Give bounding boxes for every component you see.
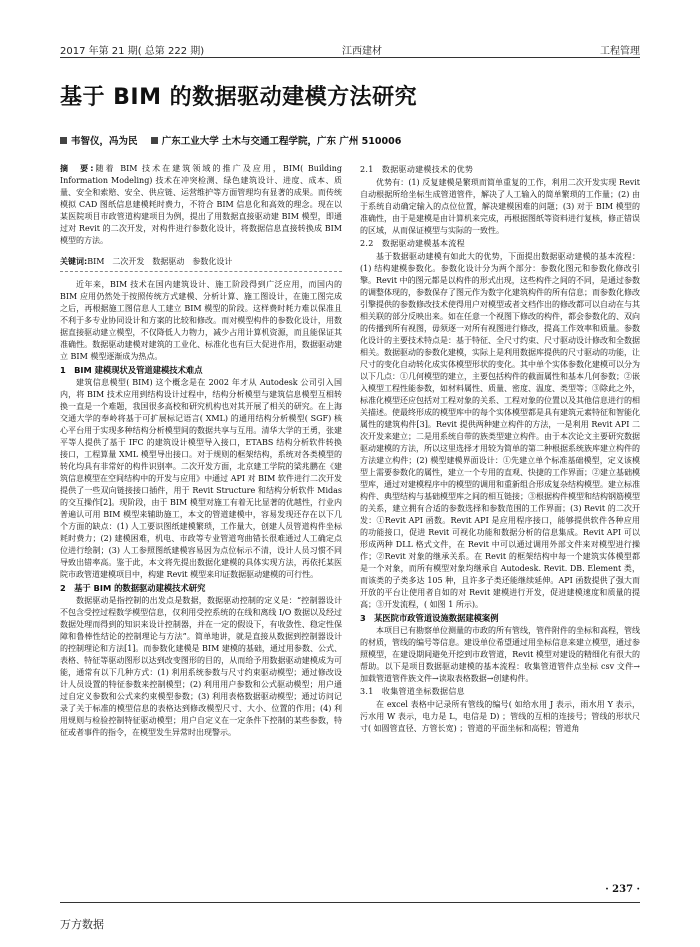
section-1-heading: 1 BIM 建模现状及管道建模技术难点	[60, 365, 203, 375]
section-3-1-heading: 3.1 收集管道坐标数据信息	[360, 687, 465, 696]
abstract-block	[60, 163, 342, 271]
issue-label: 2017 年第 21 期( 总第 222 期)	[60, 46, 205, 57]
author-line	[60, 133, 640, 147]
right-column	[360, 163, 640, 875]
keywords-label: 关键词:	[60, 257, 88, 266]
header-rule	[60, 57, 640, 58]
section-3-1-paragraph: 在 excel 表格中记录所有管线的编号( 如给水用 J 表示，雨水用 Y 表示，污水用 W 表示，电力是 L，电信是 D) ；管线的互相的连接号；管线的形状尺寸( 如圆管直径、方管长宽) ；管道的平面坐标和高程；管道角	[360, 700, 640, 733]
footer-logo: 万方数据	[60, 918, 104, 931]
page-number: · 237 ·	[605, 884, 640, 895]
affiliation: 广东工业大学 土木与交通工程学院，广东 广州 510006	[161, 136, 402, 147]
paper-title: 基于 BIM 的数据驱动建模方法研究	[60, 85, 418, 110]
abstract-divider	[60, 271, 342, 272]
journal-name: 江西建材	[342, 46, 382, 57]
keywords-block	[60, 256, 342, 270]
footer-rule	[60, 902, 640, 903]
section-2-paragraph: 数据驱动是指控制的出发点是数据，数据驱动控制的定义是：“控制器设计不包含受控过程数学模型信息，仅利用受控系统的在线和离线 I/O 数据以及经过数据处理而得到的知识来设计控制器，并在一定的假设下，有收敛性、稳定性保障和鲁棒性结论的控制理论与方法”。简单地讲，就是直接从数据到控制器设计的控制理论和方法[1]。而参数化建模是 BIM 建模的基础，通过用参数、公式、表格、特征等驱动图形以达到改变图形的目的，从而给予用数据驱动建模成为可能，通常有以下几种方式：(1) 利用系统参数与尺寸约束驱动模型；通过修改设计人员设置的特征参数来控制模型；(2) 利用用户参数和公式驱动模型；用户通过自定义参数和公式来约束模型参数；(3) 利用表格数据驱动模型；通过访问记录了关于标准的模型信息的表格达到修改模型尺寸、大小、位置的作用；(4) 利用规则与检验控制特征驱动模型；用户自定义在一定条件下控制的某些参数，特征或者事件的指令，在模型发生异常时出现警示。	[60, 596, 342, 737]
section-3-heading: 3 某医院市政管道设施数据建模案例	[360, 613, 499, 623]
section-2-1-paragraph: 优势有：(1) 反复建模是繁琐而简单重复的工作，利用二次开发实现 Revit 自动根据所给坐标生成管道管件，解决了人工输入的简单繁琐的工作量；(2) 由于系统自动确定输入的点位位置，解决建模困难的问题；(3) 对于 BIM 模型的准确性，由于是建模是由计算机来完成，再根据图纸等资料进行复核，修正错误的区域，从而保证模型与实际的一致性。	[360, 178, 640, 235]
section-2-1-heading: 2.1 数据驱动建模技术的优势	[360, 165, 474, 174]
square-bullet-icon	[151, 137, 158, 144]
section-2-heading: 2 基于 BIM 的数据驱动建模技术研究	[60, 583, 206, 593]
section-1-paragraph: 建筑信息模型( BIM) 这个概念是在 2002 年才从 Autodesk 公司引入国内，将 BIM 技术应用到结构设计过程中，结构分析模型与建筑信息模型互相转换一直是一个难题，我国很多高校和研究机构也对其开展了相关的研究。在上海交通大学的奉岭将基于可扩展标记语言( XML) 的通用结构分析模型( SGF) 核心平台用于实现多种结构分析模型间的数据共享与互用。清华大学的王勇，张建平等人提供了基于 IFC 的建筑设计模型导入接口，ETABS 结构分析软件转换接口，工程算量 XML 模型导出接口。对于规则的框架结构，系统对各类模型的转化均具有非常好的构件识别率。二次开发方面，北京建工学院的梁兆鹏在《建筑信息模型在空间结构中的开发与应用》中通过 API 对 BIM 软件进行二次开发提供了一些双向链接接口插件，用于 Revit Structure 和结构分析软件 Midas 的交互操作[2]。现阶段，由于 BIM 模型对施工有着无比显著的优越性，行业内普遍认可用 BIM 模型来辅助施工，本文的管道建模中，容易发现还存在以下几个方面的缺点：(1) 人工要识图纸建模繁琐，工作量大，创建人员管道构件坐标耗时费力；(2) 建模困难，机电、市政等专业管道弯曲错长很难通过人工确定点位进行绘制；(3) 人工参照图纸建模容易因为点位标示不清，设计人员习惯不同导致出错率高。鉴于此，本文将先提出数据化建模的具体实现方法，再依托某医院市政管道建模项目中，构建 Revit 模型来印证数据驱动建模的可行性。	[60, 378, 342, 579]
square-bullet-icon	[60, 137, 67, 144]
abstract-text: 随着 BIM 技术在建筑领域的推广及应用，BIM( Building Information Modeling) 技术在冲突检测、绿色建筑设计、进度、成本、质量、安全和索赔、安全、供应链、运营维护等方面管理均有显著的成果。而传统模拟 CAD 图纸信息建模耗时费力，不符合 BIM 信息化和高效的理念。现在以某医院项目市政管道构建项目为例，提出了用数据直接驱动建 BIM 模型，即通过对 Revit 的二次开发，对构件进行参数化设计，将数据信息直接转换成 BIM 模型的方法。	[60, 164, 342, 245]
authors: 韦智仪，冯为民	[71, 136, 138, 147]
intro-paragraph: 近年来，BIM 技术在国内建筑设计、施工阶段得到广泛应用，而国内的 BIM 应用仍然处于按照传统方式建模、分析计算、施工图设计，在施工图完成之后，再根据施工图信息人工建立 BIM 模型的阶段。这样费时耗力难以保准且不利于多专业协同设计和方案的比较和修改。而对模型构件的参数化设计，用数据直接驱动建立模型，不仅降低人力物力，减少占用计算机资源，而且能保证其准确性。数据驱动建模对建筑的工业化、标准化也有巨大促进作用，数据驱动建立 BIM 模型逐渐成为热点。	[60, 280, 342, 361]
abstract-label: 摘 要:	[60, 164, 94, 173]
running-header	[60, 42, 640, 56]
left-column	[60, 279, 342, 875]
keywords-text: BIM 二次开发 数据驱动 参数化设计	[87, 257, 233, 266]
section-2-2-heading: 2.2 数据驱动建模基本流程	[360, 239, 465, 248]
section-2-2-paragraph: 基于数据驱动建模有如此大的优势，下面提出数据驱动建模的基本流程：(1) 结构建模参数化。参数化设计分为两个部分：参数化图元和参数化修改引擎。Revit 中的图元都是以构件的形式出现，这些构件之间的不同，是通过参数的调整体现的，参数保存了图元作为数字化建筑构件的所有信息；而参数化修改引擎提供的参数修改技术使得用户对模型或者文档作出的修改都可以自动在与其相关联的部分反映出来。如在任意一个视图下修改的构件，都会参数化的、双向的传播到所有视图，毋须逐一对所有视图进行修改，提高工作效率和质量。参数化设计的主要技术特点是：基于特征、全尺寸约束、尺寸驱动设计修改和全数据相关。数据驱动的参数化建模，实际上是利用数据库提供的尺寸驱动的功能，让尺寸的变化自动转化成实体模型形状的变化。其中单个实体参数化建模可以分为以下几点：①几何模型的建立，主要包括构件的截面属性和基本几何参数；②嵌入模型工程性能参数，如材料属性、质量、密度、温度、类型等；③除此之外，标准化模型还应包括对工程对象的关系、工程对象的位置以及其他信息进行的相关描述。使最终形成的模型库中的每个实体模型都是具有建筑元素特征和智能化属性的建筑构件[3]。Revit 提供两种建立构件的方法，一是利用 Revit API 二次开发来建立；二是用系统自带的族类型建立构件。由于本次论文主要研究数据驱动建模的方法，所以这里选择才用较为简单的第二种根据系统族库建立构件的方法建立构件；(2) 模型建模界面设计：①先建立单个标准基础模型，定义该模型上需要参数化的属性，建立一个专用的直观、快捷的工作界面；②建立基础模型库，通过对建模程序中的模型的调用和重新组合形成复杂结构模型。建立标准构件、典型结构与基础模型库之间的相互链接；③根据构件模型和结构钢筋模型的关系，建立拥有合适的参数选择和参数范围的工作界面；(3) Revit 的二次开发：①Revit API 函数。Revit API 是应用程序接口，能够提供软件各种应用的功能接口，促进 Revit 可视化功能和数据分析的信息集成。Revit API 可以形成两种 DLL 格式文件，在 Revit 中可以通过调用外部文件来对模型进行操作；②Revit 对象的继承关系。在 Revit 的框架结构中每一个建筑实体模型都是一个对象，而所有模型对象均继承自 Autodesk. Revit. DB. Element 类，而该类的子类多达 105 种，且许多子类还能继续延伸。API 函数提供了强大而开放的平台让使用者自如的对 Revit 建模进行开发，促进建模速度和质量的提高；③开发流程，( 如图 1 所示)。	[360, 252, 640, 609]
section-3-paragraph: 本项目已有勘察单位测量的市政的所有管线，管件附件的坐标和高程，管线的材质，管线的编号等信息。建设单位希望通过用坐标信息来建立模型，通过参照模型，在建设期间避免开挖到市政管道，Revit 模型对建设的精细化有很大的帮助。以下是项目数据驱动建模的基本流程：收集管道管件点坐标 csv 文件→加载管道管件族文件→读取表格数据→创建构件。	[360, 626, 640, 683]
section-name: 工程管理	[600, 46, 640, 57]
